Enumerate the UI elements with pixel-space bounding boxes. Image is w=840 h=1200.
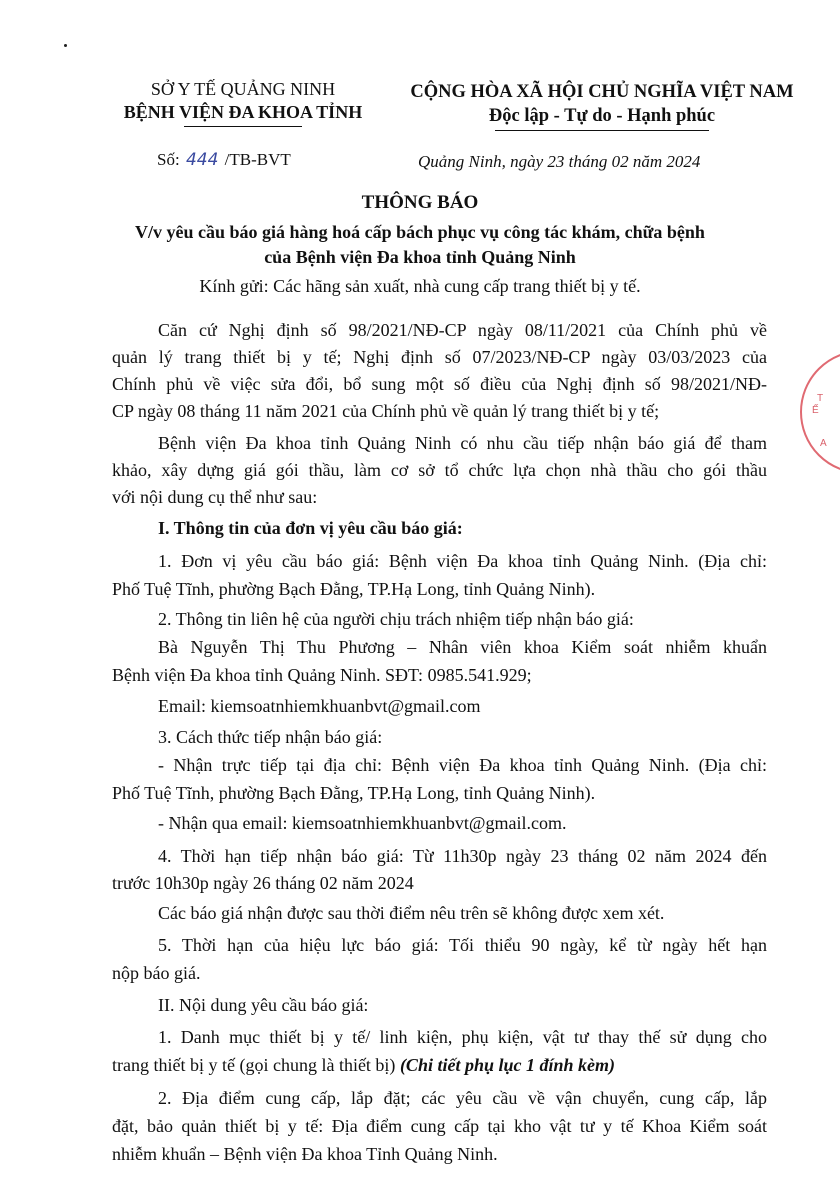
doc-number-prefix: Số: [157, 150, 180, 169]
body-line: CP ngày 08 tháng 11 năm 2021 của Chính phủ về quản lý trang thiết bị y tế; [112, 401, 660, 421]
body-line: 2. Địa điểm cung cấp, lắp đặt; các yêu cầu về vận chuyển, cung cấp, lắp [158, 1088, 767, 1108]
contact-email: Email: kiemsoatnhiemkhuanbvt@gmail.com [158, 696, 481, 716]
org-line-1: SỞ Y TẾ QUẢNG NINH [150, 79, 336, 99]
stamp-letter: Ế [812, 405, 819, 416]
body-line: 2. Thông tin liên hệ của người chịu trách nhiệm tiếp nhận báo giá: [158, 609, 634, 629]
stamp-letter: T [817, 393, 824, 404]
body-line: Bà Nguyễn Thị Thu Phương – Nhân viên khoa Kiểm soát nhiễm khuẩn [158, 637, 767, 657]
body-line: nộp báo giá. [112, 963, 201, 983]
body-line: Chính phủ về việc sửa đổi, bổ sung một số điều của Nghị định số 98/2021/NĐ- [112, 374, 767, 394]
body-line: 1. Đơn vị yêu cầu báo giá: Bệnh viện Đa khoa tỉnh Quảng Ninh. (Địa chỉ: [158, 551, 767, 571]
body-line: Các báo giá nhận được sau thời điểm nêu trên sẽ không được xem xét. [158, 903, 665, 923]
issuing-organization [98, 78, 388, 127]
scan-speck [64, 44, 67, 47]
nation-line-1: CỘNG HÒA XÃ HỘI CHỦ NGHĨA VIỆT NAM [410, 82, 794, 102]
national-motto [382, 80, 822, 131]
section-1-heading: I. Thông tin của đơn vị yêu cầu báo giá: [158, 518, 463, 538]
document-number [157, 150, 291, 170]
section-2-heading: II. Nội dung yêu cầu báo giá: [158, 995, 369, 1015]
org-underline [184, 126, 302, 127]
body-line: Căn cứ Nghị định số 98/2021/NĐ-CP ngày 08/11/2021 của Chính phủ về [158, 320, 767, 340]
body-line: - Nhận qua email: kiemsoatnhiemkhuanbvt@gmail.com. [158, 813, 567, 833]
body-text: trang thiết bị y tế (gọi chung là thiết bị) [112, 1055, 400, 1075]
body-line: Phố Tuệ Tĩnh, phường Bạch Đằng, TP.Hạ Long, tỉnh Quảng Ninh). [112, 783, 596, 803]
body-line: 4. Thời hạn tiếp nhận báo giá: Từ 11h30p ngày 23 tháng 02 năm 2024 đến [158, 846, 767, 866]
nation-line-2: Độc lập - Tự do - Hạnh phúc [488, 106, 716, 126]
body-line: quản lý trang thiết bị y tế; Nghị định số 07/2023/NĐ-CP ngày 03/03/2023 của [112, 347, 767, 367]
body-line: 5. Thời hạn của hiệu lực báo giá: Tối thiểu 90 ngày, kể từ ngày hết hạn [158, 935, 767, 955]
body-line: đặt, bảo quản thiết bị y tế: Địa điểm cung cấp tại kho vật tư y tế Khoa Kiểm soát [112, 1116, 767, 1136]
body-line: Bệnh viện Đa khoa tỉnh Quảng Ninh. SĐT: 0985.541.929; [112, 665, 532, 685]
body-line [112, 1055, 767, 1076]
doc-subject-line-2: của Bệnh viện Đa khoa tỉnh Quảng Ninh [264, 247, 576, 267]
body-line: 1. Danh mục thiết bị y tế/ linh kiện, phụ kiện, vật tư thay thế sử dụng cho [158, 1027, 767, 1047]
org-line-2: BỆNH VIỆN ĐA KHOA TỈNH [123, 102, 363, 122]
doc-subject-line-1: V/v yêu cầu báo giá hàng hoá cấp bách phục vụ công tác khám, chữa bệnh [135, 222, 705, 242]
stamp-letter: A [820, 438, 827, 449]
recipient-line: Kính gửi: Các hãng sản xuất, nhà cung cấp trang thiết bị y tế. [199, 276, 641, 296]
appendix-reference: (Chi tiết phụ lục 1 đính kèm) [399, 1055, 615, 1075]
body-line: 3. Cách thức tiếp nhận báo giá: [158, 727, 383, 747]
body-line: Phố Tuệ Tĩnh, phường Bạch Đằng, TP.Hạ Long, tỉnh Quảng Ninh). [112, 579, 596, 599]
body-line: Bệnh viện Đa khoa tỉnh Quảng Ninh có nhu cầu tiếp nhận báo giá để tham [158, 433, 767, 453]
body-line: nhiễm khuẩn – Bệnh viện Đa khoa Tỉnh Quảng Ninh. [112, 1144, 498, 1164]
body-line: trước 10h30p ngày 26 tháng 02 năm 2024 [112, 873, 414, 893]
issue-date: Quảng Ninh, ngày 23 tháng 02 năm 2024 [418, 152, 701, 171]
body-line: với nội dung cụ thể như sau: [112, 487, 318, 507]
body-line: khảo, xây dựng giá gói thầu, làm cơ sở tổ chức lựa chọn nhà thầu cho gói thầu [112, 460, 767, 480]
seal-stamp-fragment [800, 350, 840, 474]
doc-number-suffix: /TB-BVT [224, 150, 291, 169]
body-line: - Nhận trực tiếp tại địa chỉ: Bệnh viện Đa khoa tỉnh Quảng Ninh. (Địa chỉ: [158, 755, 767, 775]
handwritten-number: 444 [185, 150, 219, 170]
motto-underline [495, 130, 709, 131]
doc-title: THÔNG BÁO [361, 192, 479, 213]
